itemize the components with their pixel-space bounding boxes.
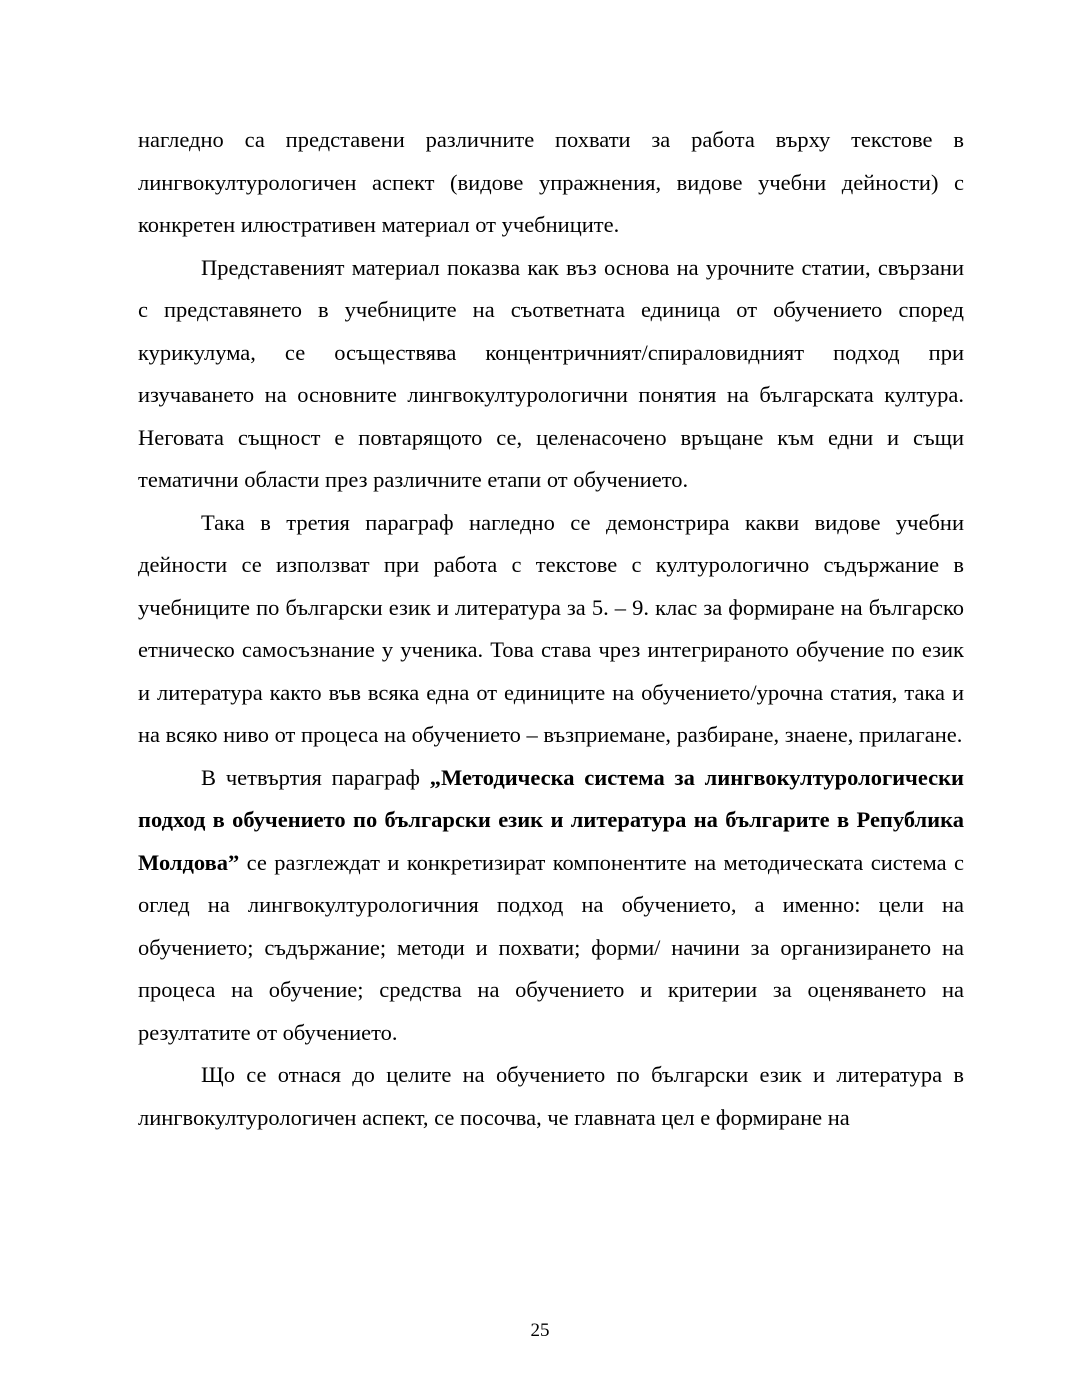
paragraph-third-section: Така в третия параграф нагледно се демонстрира какви видове учебни дейности се използват при работа с текстове с културологично съдържание в учебниците по български език и литература за 5. – 9. клас за формиране на българско етническо самосъзнание у ученика. Това става чрез интегрираното обучение по език и литература както във всяка една от единиците на обучението/урочна статия, така и на всяко ниво от процеса на обучението – възприемане, разбиране, знаене, прилагане.: [138, 509, 964, 747]
document-body: [138, 119, 964, 1139]
fourth-section-lead: В четвъртия параграф: [201, 764, 430, 790]
paragraph-spiral-approach: Представеният материал показва как въз основа на урочните статии, свързани с представянето в учебниците на съответната единица от обучението според курикулума, се осъществява концентричният/спираловидният подход при изучаването на основните лингвокултурологични понятия на българската култура. Неговата същност е повтарящото се, целенасочено връщане към едни и същи тематични области през различните етапи от обучението.: [138, 254, 964, 492]
paragraph-goals: Що се отнася до целите на обучението по български език и литература в лингвокултурологичен аспект, се посочва, че главната цел е формиране на: [138, 1062, 964, 1130]
paragraph-continuation: нагледно са представени различните похвати за работа върху текстове в лингвокултурологичен аспект (видове упражнения, видове учебни дейности) с конкретен илюстративен материал от учебниците.: [138, 127, 964, 237]
page-number: 25: [530, 1320, 550, 1341]
paragraph-fourth-section: [138, 757, 964, 1055]
fourth-section-title: „Методическа система за лингвокултурологически подход в обучението по български език и литература на българите в Република Молдова”: [138, 764, 965, 875]
fourth-section-body: се разглеждат и конкретизират компонентите на методическата система с оглед на лингвокултурологичния подход на обучението, а именно: цели на обучението; съдържание; методи и похвати; форми/ начини за организирането на процеса на обучение; средства на обучението и критерии за оценяването на резултатите от обучението.: [138, 849, 964, 1045]
